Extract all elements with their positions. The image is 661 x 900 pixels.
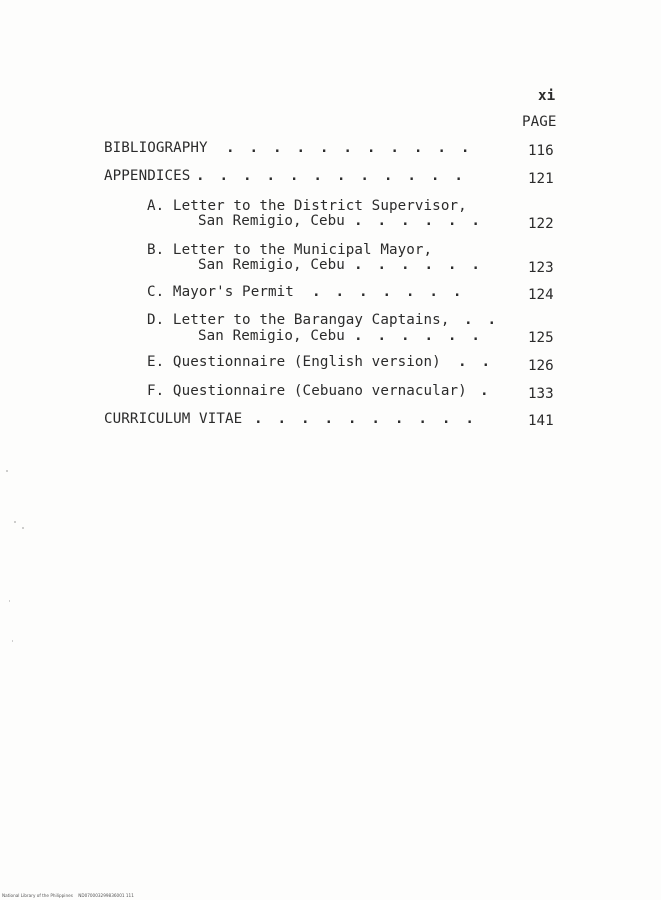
toc-entry-title: C. Mayor's Permit bbox=[147, 284, 294, 300]
scan-speck bbox=[9, 600, 10, 602]
toc-entry-page: 122 bbox=[528, 216, 554, 232]
toc-entry-leader: . . . . . . . bbox=[312, 284, 465, 300]
toc-entry-subtitle: San Remigio, Cebu bbox=[198, 213, 345, 229]
toc-entry-page: 116 bbox=[528, 143, 554, 159]
toc-entry-title: B. Letter to the Municipal Mayor, bbox=[147, 242, 433, 258]
toc-entry-page: 125 bbox=[528, 330, 554, 346]
toc-entry-leader: . . . . . . . . . . . bbox=[226, 140, 473, 156]
page-number: xi bbox=[538, 88, 556, 104]
toc-entry-page: 123 bbox=[528, 260, 554, 276]
toc-entry-page: 141 bbox=[528, 413, 554, 429]
toc-entry-leader: . . bbox=[458, 354, 494, 370]
toc-entry-title: A. Letter to the District Supervisor, bbox=[147, 198, 467, 214]
page-column-header: PAGE bbox=[522, 114, 557, 130]
toc-entry-subtitle: San Remigio, Cebu bbox=[198, 328, 345, 344]
scan-footer: National Library of the Philippines ND070003299836001 111 bbox=[2, 893, 134, 898]
scan-speck bbox=[22, 527, 24, 529]
toc-entry-leader: . . bbox=[464, 312, 500, 328]
toc-entry-title: CURRICULUM VITAE bbox=[104, 411, 243, 427]
toc-entry-leader: . . . . . . bbox=[354, 257, 484, 273]
scan-speck bbox=[14, 521, 16, 523]
toc-entry-title: BIBLIOGRAPHY bbox=[104, 140, 208, 156]
toc-entry-page: 133 bbox=[528, 386, 554, 402]
toc-entry-page: 121 bbox=[528, 171, 554, 187]
toc-entry-leader: . . . . . . bbox=[354, 328, 484, 344]
toc-entry-title: E. Questionnaire (English version) bbox=[147, 354, 441, 370]
toc-entry-leader: . . . . . . bbox=[354, 213, 484, 229]
toc-entry-title: APPENDICES bbox=[104, 168, 191, 184]
toc-entry-title: F. Questionnaire (Cebuano vernacular) bbox=[147, 383, 467, 399]
toc-entry-leader: . bbox=[480, 383, 492, 399]
toc-entry-leader: . . . . . . . . . . bbox=[254, 411, 478, 427]
toc-entry-title: D. Letter to the Barangay Captains, bbox=[147, 312, 450, 328]
scan-speck bbox=[6, 470, 8, 472]
toc-entry-page: 124 bbox=[528, 287, 554, 303]
toc-entry-page: 126 bbox=[528, 358, 554, 374]
toc-entry-subtitle: San Remigio, Cebu bbox=[198, 257, 345, 273]
scan-speck bbox=[12, 640, 13, 642]
toc-entry-leader: . . . . . . . . . . . . bbox=[196, 168, 467, 184]
